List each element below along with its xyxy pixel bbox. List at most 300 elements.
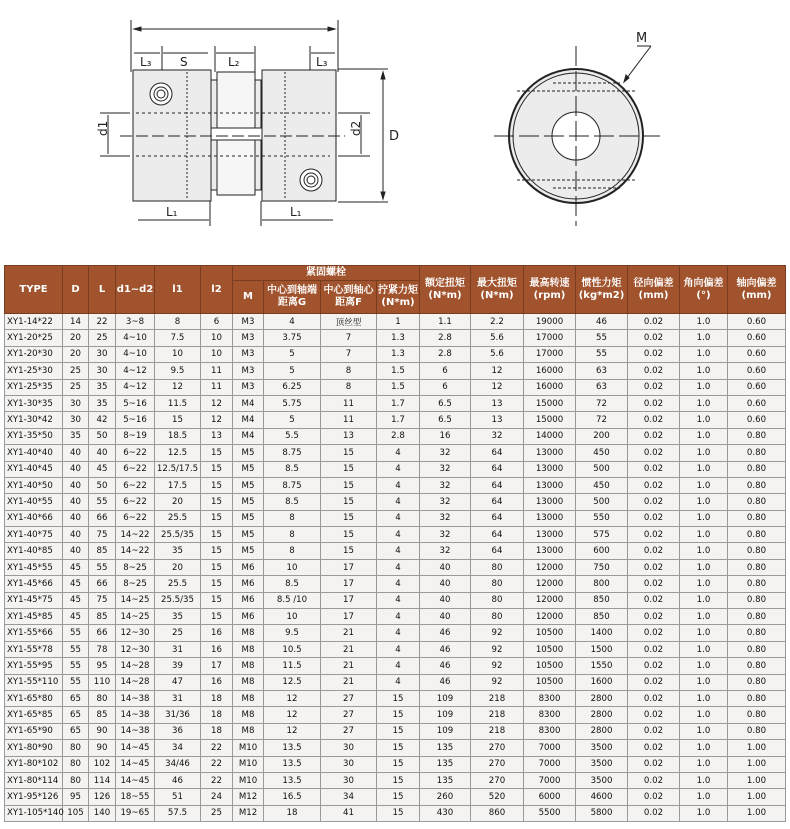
label-l1-right: L₁	[290, 205, 302, 219]
label-l2: L₂	[228, 55, 240, 69]
header-radial-deviation: 径向偏差 (mm)	[628, 266, 680, 314]
cell-l: 75	[89, 592, 116, 608]
header-rated-torque: 额定扭矩 (N*m)	[420, 266, 471, 314]
cell-max-speed: 5500	[524, 805, 576, 821]
cell-distance-g: 5	[264, 412, 321, 428]
header-distance-g: 中心到轴端 距离G	[264, 281, 321, 314]
header-max-torque: 最大扭矩 (N*m)	[471, 266, 524, 314]
cell-rated-torque: 32	[420, 445, 471, 461]
cell-distance-g: 10	[264, 609, 321, 625]
cell-rated-torque: 46	[420, 625, 471, 641]
cell-d: 55	[63, 641, 89, 657]
header-fastening-bolt: 紧固螺栓	[233, 266, 420, 281]
spec-table-body	[5, 314, 786, 822]
cell-distance-g: 8	[264, 527, 321, 543]
cell-l2: 11	[201, 363, 233, 379]
cell-max-speed: 19000	[524, 314, 576, 330]
cell-max-torque: 80	[471, 592, 524, 608]
cell-tightening-torque: 4	[377, 576, 420, 592]
cell-m: M5	[233, 445, 264, 461]
cell-rated-torque: 109	[420, 723, 471, 739]
cell-inertia: 200	[576, 428, 628, 444]
cell-inertia: 850	[576, 609, 628, 625]
cell-distance-f: 7	[321, 330, 377, 346]
cell-tightening-torque: 4	[377, 543, 420, 559]
cell-l2: 24	[201, 789, 233, 805]
cell-radial-deviation: 0.02	[628, 592, 680, 608]
cell-angular-deviation: 1.0	[680, 461, 728, 477]
cell-m: M6	[233, 592, 264, 608]
cell-d: 35	[63, 428, 89, 444]
header-l1: l1	[155, 266, 201, 314]
cell-rated-torque: 32	[420, 477, 471, 493]
cell-distance-g: 10	[264, 559, 321, 575]
cell-d1-d2: 14~22	[116, 543, 155, 559]
cell-axial-deviation: 1.00	[728, 740, 786, 756]
cell-radial-deviation: 0.02	[628, 428, 680, 444]
cell-l2: 17	[201, 658, 233, 674]
cell-type: XY1-55*95	[5, 658, 63, 674]
spec-table	[4, 265, 786, 822]
cell-tightening-torque: 15	[377, 789, 420, 805]
cell-tightening-torque: 1.5	[377, 379, 420, 395]
cell-rated-torque: 2.8	[420, 346, 471, 362]
cell-distance-g: 8	[264, 510, 321, 526]
cell-d: 20	[63, 346, 89, 362]
cell-d1-d2: 5~16	[116, 395, 155, 411]
cell-l1: 25.5/35	[155, 592, 201, 608]
cell-type: XY1-65*85	[5, 707, 63, 723]
cell-rated-torque: 1.1	[420, 314, 471, 330]
cell-l: 55	[89, 494, 116, 510]
cell-max-torque: 64	[471, 461, 524, 477]
cell-m: M3	[233, 363, 264, 379]
cell-distance-g: 12	[264, 723, 321, 739]
cell-max-speed: 12000	[524, 592, 576, 608]
table-row	[5, 756, 786, 772]
cell-radial-deviation: 0.02	[628, 707, 680, 723]
cell-rated-torque: 6.5	[420, 412, 471, 428]
cell-l: 30	[89, 363, 116, 379]
cell-rated-torque: 135	[420, 772, 471, 788]
cell-m: M10	[233, 740, 264, 756]
cell-inertia: 550	[576, 510, 628, 526]
cell-m: M6	[233, 559, 264, 575]
label-d2: d2	[349, 120, 363, 136]
side-view	[100, 20, 388, 226]
cell-d1-d2: 18~55	[116, 789, 155, 805]
cell-radial-deviation: 0.02	[628, 805, 680, 821]
cell-d: 65	[63, 707, 89, 723]
cell-radial-deviation: 0.02	[628, 559, 680, 575]
cell-d: 55	[63, 658, 89, 674]
cell-m: M8	[233, 625, 264, 641]
cell-d: 40	[63, 543, 89, 559]
cell-radial-deviation: 0.02	[628, 658, 680, 674]
cell-l2: 18	[201, 723, 233, 739]
cell-l2: 15	[201, 510, 233, 526]
cell-l2: 15	[201, 576, 233, 592]
cell-inertia: 600	[576, 543, 628, 559]
cell-radial-deviation: 0.02	[628, 641, 680, 657]
cell-angular-deviation: 1.0	[680, 494, 728, 510]
cell-distance-g: 3.75	[264, 330, 321, 346]
cell-tightening-torque: 15	[377, 756, 420, 772]
cell-angular-deviation: 1.0	[680, 395, 728, 411]
cell-l1: 57.5	[155, 805, 201, 821]
cell-axial-deviation: 0.80	[728, 461, 786, 477]
table-row	[5, 805, 786, 821]
cell-d1-d2: 4~12	[116, 379, 155, 395]
cell-type: XY1-65*80	[5, 690, 63, 706]
header-m: M	[233, 281, 264, 314]
cell-axial-deviation: 1.00	[728, 772, 786, 788]
cell-angular-deviation: 1.0	[680, 363, 728, 379]
cell-inertia: 2800	[576, 707, 628, 723]
cell-distance-f: 11	[321, 412, 377, 428]
cell-m: M10	[233, 772, 264, 788]
cell-distance-f: 15	[321, 527, 377, 543]
cell-m: M8	[233, 658, 264, 674]
cell-tightening-torque: 1.7	[377, 412, 420, 428]
cell-m: M4	[233, 412, 264, 428]
cell-angular-deviation: 1.0	[680, 412, 728, 428]
cell-max-torque: 64	[471, 543, 524, 559]
cell-rated-torque: 32	[420, 494, 471, 510]
cell-axial-deviation: 0.80	[728, 527, 786, 543]
cell-rated-torque: 46	[420, 641, 471, 657]
cell-angular-deviation: 1.0	[680, 330, 728, 346]
cell-type: XY1-65*90	[5, 723, 63, 739]
cell-d: 45	[63, 592, 89, 608]
cell-max-speed: 7000	[524, 772, 576, 788]
cell-l: 66	[89, 510, 116, 526]
cell-l2: 6	[201, 314, 233, 330]
cell-rated-torque: 6	[420, 363, 471, 379]
cell-axial-deviation: 0.80	[728, 658, 786, 674]
cell-axial-deviation: 1.00	[728, 805, 786, 821]
cell-radial-deviation: 0.02	[628, 789, 680, 805]
label-m: M	[636, 31, 648, 46]
cell-inertia: 72	[576, 412, 628, 428]
cell-tightening-torque: 4	[377, 609, 420, 625]
cell-max-torque: 64	[471, 510, 524, 526]
cell-distance-f: 17	[321, 576, 377, 592]
cell-axial-deviation: 0.80	[728, 707, 786, 723]
cell-axial-deviation: 0.80	[728, 609, 786, 625]
cell-d: 45	[63, 576, 89, 592]
cell-l: 35	[89, 379, 116, 395]
cell-inertia: 450	[576, 445, 628, 461]
table-row	[5, 314, 786, 330]
cell-radial-deviation: 0.02	[628, 723, 680, 739]
cell-type: XY1-40*50	[5, 477, 63, 493]
cell-d: 40	[63, 477, 89, 493]
cell-l: 102	[89, 756, 116, 772]
cell-type: XY1-55*110	[5, 674, 63, 690]
cell-d1-d2: 12~30	[116, 625, 155, 641]
cell-inertia: 63	[576, 363, 628, 379]
cell-d: 40	[63, 461, 89, 477]
cell-m: M6	[233, 609, 264, 625]
cell-d1-d2: 14~38	[116, 690, 155, 706]
cell-max-torque: 12	[471, 363, 524, 379]
cell-distance-f: 顶丝型	[321, 314, 377, 330]
cell-max-torque: 860	[471, 805, 524, 821]
cell-rated-torque: 46	[420, 674, 471, 690]
cell-l: 42	[89, 412, 116, 428]
cell-max-speed: 8300	[524, 707, 576, 723]
cell-type: XY1-45*85	[5, 609, 63, 625]
label-d: D	[389, 129, 400, 144]
cell-inertia: 3500	[576, 772, 628, 788]
cell-distance-f: 21	[321, 674, 377, 690]
cell-axial-deviation: 0.80	[728, 445, 786, 461]
cell-rated-torque: 6.5	[420, 395, 471, 411]
cell-type: XY1-14*22	[5, 314, 63, 330]
cell-d1-d2: 14~45	[116, 756, 155, 772]
cell-m: M4	[233, 395, 264, 411]
cell-d: 55	[63, 625, 89, 641]
cell-radial-deviation: 0.02	[628, 609, 680, 625]
cell-d1-d2: 6~22	[116, 477, 155, 493]
cell-l2: 18	[201, 707, 233, 723]
cell-inertia: 850	[576, 592, 628, 608]
cell-tightening-torque: 4	[377, 658, 420, 674]
cell-d: 25	[63, 363, 89, 379]
cell-max-torque: 2.2	[471, 314, 524, 330]
cell-inertia: 2800	[576, 690, 628, 706]
cell-d: 55	[63, 674, 89, 690]
cell-max-torque: 32	[471, 428, 524, 444]
cell-distance-g: 16.5	[264, 789, 321, 805]
cell-l2: 16	[201, 674, 233, 690]
cell-distance-g: 4	[264, 314, 321, 330]
cell-angular-deviation: 1.0	[680, 477, 728, 493]
cell-d: 80	[63, 772, 89, 788]
cell-inertia: 1400	[576, 625, 628, 641]
cell-axial-deviation: 0.80	[728, 641, 786, 657]
cell-d1-d2: 14~25	[116, 592, 155, 608]
cell-l2: 22	[201, 756, 233, 772]
cell-distance-g: 8.5	[264, 461, 321, 477]
cell-tightening-torque: 4	[377, 625, 420, 641]
cell-rated-torque: 32	[420, 510, 471, 526]
table-row	[5, 346, 786, 362]
cell-type: XY1-25*30	[5, 363, 63, 379]
cell-distance-g: 8.5	[264, 576, 321, 592]
cell-type: XY1-30*35	[5, 395, 63, 411]
cell-l: 85	[89, 707, 116, 723]
cell-type: XY1-55*78	[5, 641, 63, 657]
cell-l1: 31	[155, 641, 201, 657]
cell-l1: 17.5	[155, 477, 201, 493]
cell-l1: 20	[155, 494, 201, 510]
cell-m: M3	[233, 330, 264, 346]
cell-tightening-torque: 1.7	[377, 395, 420, 411]
table-row	[5, 330, 786, 346]
cell-d: 65	[63, 723, 89, 739]
cell-l2: 10	[201, 330, 233, 346]
cell-inertia: 575	[576, 527, 628, 543]
cell-d1-d2: 8~19	[116, 428, 155, 444]
cell-l2: 16	[201, 625, 233, 641]
cell-tightening-torque: 4	[377, 494, 420, 510]
cell-distance-f: 30	[321, 772, 377, 788]
cell-tightening-torque: 4	[377, 559, 420, 575]
cell-m: M8	[233, 674, 264, 690]
cell-distance-g: 8.5	[264, 494, 321, 510]
cell-tightening-torque: 1.5	[377, 363, 420, 379]
cell-tightening-torque: 4	[377, 641, 420, 657]
cell-type: XY1-45*66	[5, 576, 63, 592]
cell-distance-g: 13.5	[264, 756, 321, 772]
cell-max-speed: 13000	[524, 510, 576, 526]
cell-l1: 20	[155, 559, 201, 575]
header-type: TYPE	[5, 266, 63, 314]
cell-tightening-torque: 15	[377, 805, 420, 821]
cell-m: M5	[233, 477, 264, 493]
cell-max-torque: 5.6	[471, 330, 524, 346]
cell-rated-torque: 2.8	[420, 330, 471, 346]
cell-l: 140	[89, 805, 116, 821]
cell-l1: 31	[155, 690, 201, 706]
cell-axial-deviation: 0.80	[728, 625, 786, 641]
cell-l1: 34	[155, 740, 201, 756]
cell-l2: 10	[201, 346, 233, 362]
header-max-speed: 最高转速 (rpm)	[524, 266, 576, 314]
cell-inertia: 800	[576, 576, 628, 592]
cell-max-speed: 12000	[524, 609, 576, 625]
cell-type: XY1-40*66	[5, 510, 63, 526]
cell-max-speed: 8300	[524, 690, 576, 706]
cell-distance-f: 8	[321, 363, 377, 379]
cell-distance-f: 17	[321, 592, 377, 608]
header-inertia: 惯性力矩 (kg*m2)	[576, 266, 628, 314]
cell-d: 45	[63, 609, 89, 625]
cell-radial-deviation: 0.02	[628, 379, 680, 395]
cell-m: M8	[233, 707, 264, 723]
cell-distance-f: 30	[321, 756, 377, 772]
cell-max-speed: 15000	[524, 395, 576, 411]
header-angular-deviation: 角向偏差 (°)	[680, 266, 728, 314]
cell-distance-f: 17	[321, 559, 377, 575]
cell-d1-d2: 4~10	[116, 346, 155, 362]
cell-angular-deviation: 1.0	[680, 445, 728, 461]
cell-axial-deviation: 0.80	[728, 428, 786, 444]
cell-l1: 36	[155, 723, 201, 739]
cell-angular-deviation: 1.0	[680, 641, 728, 657]
cell-l2: 12	[201, 412, 233, 428]
cell-rated-torque: 135	[420, 756, 471, 772]
cell-inertia: 4600	[576, 789, 628, 805]
cell-max-torque: 92	[471, 674, 524, 690]
table-row	[5, 363, 786, 379]
cell-l: 110	[89, 674, 116, 690]
table-row	[5, 723, 786, 739]
label-l3-right: L₃	[316, 55, 328, 69]
cell-d1-d2: 19~65	[116, 805, 155, 821]
cell-max-speed: 14000	[524, 428, 576, 444]
table-row	[5, 461, 786, 477]
cell-radial-deviation: 0.02	[628, 445, 680, 461]
cell-l: 55	[89, 559, 116, 575]
cell-distance-g: 8.75	[264, 477, 321, 493]
cell-max-torque: 218	[471, 690, 524, 706]
cell-l2: 18	[201, 690, 233, 706]
cell-max-speed: 13000	[524, 477, 576, 493]
cell-type: XY1-20*25	[5, 330, 63, 346]
cell-distance-f: 15	[321, 477, 377, 493]
cell-max-speed: 13000	[524, 494, 576, 510]
cell-tightening-torque: 1	[377, 314, 420, 330]
cell-d: 40	[63, 445, 89, 461]
cell-m: M3	[233, 379, 264, 395]
cell-tightening-torque: 1.3	[377, 346, 420, 362]
cell-d1-d2: 6~22	[116, 461, 155, 477]
cell-l: 75	[89, 527, 116, 543]
table-row	[5, 477, 786, 493]
cell-axial-deviation: 0.80	[728, 543, 786, 559]
cell-distance-g: 12.5	[264, 674, 321, 690]
table-row	[5, 641, 786, 657]
cell-type: XY1-45*55	[5, 559, 63, 575]
cell-max-torque: 13	[471, 395, 524, 411]
table-row	[5, 445, 786, 461]
cell-inertia: 500	[576, 494, 628, 510]
cell-distance-f: 15	[321, 510, 377, 526]
cell-m: M5	[233, 494, 264, 510]
cell-l1: 8	[155, 314, 201, 330]
table-row	[5, 674, 786, 690]
cell-l1: 51	[155, 789, 201, 805]
cell-l1: 25.5	[155, 576, 201, 592]
cell-radial-deviation: 0.02	[628, 412, 680, 428]
cell-type: XY1-55*66	[5, 625, 63, 641]
cell-rated-torque: 46	[420, 658, 471, 674]
cell-m: M12	[233, 805, 264, 821]
cell-l1: 7.5	[155, 330, 201, 346]
cell-tightening-torque: 4	[377, 510, 420, 526]
cell-angular-deviation: 1.0	[680, 674, 728, 690]
cell-tightening-torque: 1.3	[377, 330, 420, 346]
cell-rated-torque: 32	[420, 543, 471, 559]
cell-tightening-torque: 15	[377, 690, 420, 706]
cell-angular-deviation: 1.0	[680, 314, 728, 330]
cell-d: 80	[63, 740, 89, 756]
cell-rated-torque: 109	[420, 707, 471, 723]
cell-angular-deviation: 1.0	[680, 625, 728, 641]
cell-m: M5	[233, 527, 264, 543]
table-row	[5, 658, 786, 674]
cell-radial-deviation: 0.02	[628, 346, 680, 362]
cell-d1-d2: 14~38	[116, 723, 155, 739]
cell-type: XY1-30*42	[5, 412, 63, 428]
cell-radial-deviation: 0.02	[628, 674, 680, 690]
cell-distance-f: 27	[321, 723, 377, 739]
cell-max-torque: 80	[471, 576, 524, 592]
cell-tightening-torque: 15	[377, 723, 420, 739]
cell-type: XY1-20*30	[5, 346, 63, 362]
cell-axial-deviation: 0.60	[728, 330, 786, 346]
cell-angular-deviation: 1.0	[680, 592, 728, 608]
cell-l: 50	[89, 477, 116, 493]
cell-l: 45	[89, 461, 116, 477]
cell-d1-d2: 5~16	[116, 412, 155, 428]
coupling-diagram	[0, 0, 790, 258]
cell-inertia: 1500	[576, 641, 628, 657]
cell-l2: 15	[201, 477, 233, 493]
